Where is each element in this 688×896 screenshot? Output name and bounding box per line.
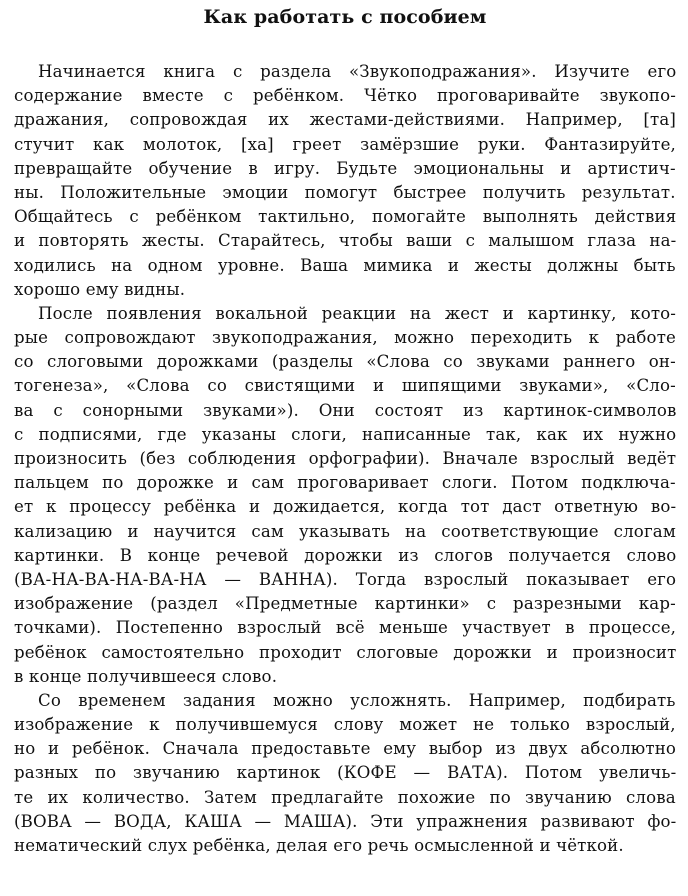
text-line: произносить (без соблюдения орфографии). Вначале взрослый ведёт <box>14 449 677 468</box>
text-line: превращайте обучение в игру. Будьте эмоциональны и артистич- <box>14 158 676 178</box>
text-line: хорошо ему видны. <box>14 279 186 299</box>
text-line: Со временем задания можно усложнять. Например, подбирать <box>38 690 676 710</box>
text-line: в конце получившееся слово. <box>14 666 278 686</box>
text-line: нематический слух ребёнка, делая его речь осмысленной и чёткой. <box>14 836 624 855</box>
page-title: Как работать с пособием <box>203 6 487 28</box>
text-line: ны. Положительные эмоции помогут быстрее получить результат. <box>14 182 676 202</box>
text-line: содержание вместе с ребёнком. Чётко проговаривайте звукопо- <box>14 86 676 106</box>
text-line: Начинается книга с раздела «Звукоподражания». Изучите его <box>38 62 677 81</box>
text-line: с подписями, где указаны слоги, написанные так, как их нужно <box>14 424 677 444</box>
text-line: пальцем по дорожке и сам проговаривает слоги. Потом подключа- <box>14 473 676 493</box>
text-line: те их количество. Затем предлагайте похожие по звучанию слова <box>14 787 676 807</box>
text-line: со слоговыми дорожками (разделы «Слова со звуками раннего он- <box>14 352 676 372</box>
title-spacer <box>14 38 676 60</box>
text-line: тогенеза», «Слова со свистящими и шипящими звуками», «Сло- <box>14 376 676 396</box>
text-line: ет к процессу ребёнка и дожидается, когда тот даст ответную во- <box>14 497 677 517</box>
text-line: ходились на одном уровне. Ваша мимика и жесты должны быть <box>14 255 676 275</box>
text-line: рые сопровождают звукоподражания, можно переходить к работе <box>14 328 676 348</box>
text-line: стучит как молоток, [ха] греет замёрзшие руки. Фантазируйте, <box>14 134 676 154</box>
text-line: ва с сонорными звуками»). Они состоят из картинок-символов <box>14 400 677 420</box>
text-line: разных по звучанию картинок (КОФЕ — ВАТА). Потом увеличь- <box>14 763 677 783</box>
paragraph <box>14 302 676 689</box>
text-line: картинки. В конце речевой дорожки из слогов получается слово <box>14 545 677 565</box>
text-line: дражания, сопровождая их жестами-действиями. Например, [та] <box>14 110 676 130</box>
text-line: но и ребёнок. Сначала предоставьте ему выбор из двух абсолютно <box>14 739 677 759</box>
text-line: и повторять жесты. Старайтесь, чтобы ваши с малышом глаза на- <box>14 231 677 251</box>
text-line: (ВА-НА-ВА-НА-ВА-НА — ВАННА). Тогда взрослый показывает его <box>14 569 677 589</box>
body-text <box>14 60 676 858</box>
text-line: изображение к получившемуся слову может не только взрослый, <box>14 715 676 735</box>
text-line: точками). Постепенно взрослый всё меньше участвует в процессе, <box>14 618 677 638</box>
paragraph <box>14 60 676 302</box>
text-line: Общайтесь с ребёнком тактильно, помогайте выполнять действия <box>14 207 677 227</box>
text-line: (ВОВА — ВОДА, КАША — МАША). Эти упражнения развивают фо- <box>14 811 677 831</box>
paragraph <box>14 689 676 858</box>
text-line: ребёнок самостоятельно проходит слоговые дорожки и произносит <box>14 642 677 662</box>
text-line: После появления вокальной реакции на жест и картинку, кото- <box>38 303 677 323</box>
text-line: кализацию и научится сам указывать на соответствующие слогам <box>14 521 676 541</box>
text-line: изображение (раздел «Предметные картинки» с разрезными кар- <box>14 594 676 614</box>
